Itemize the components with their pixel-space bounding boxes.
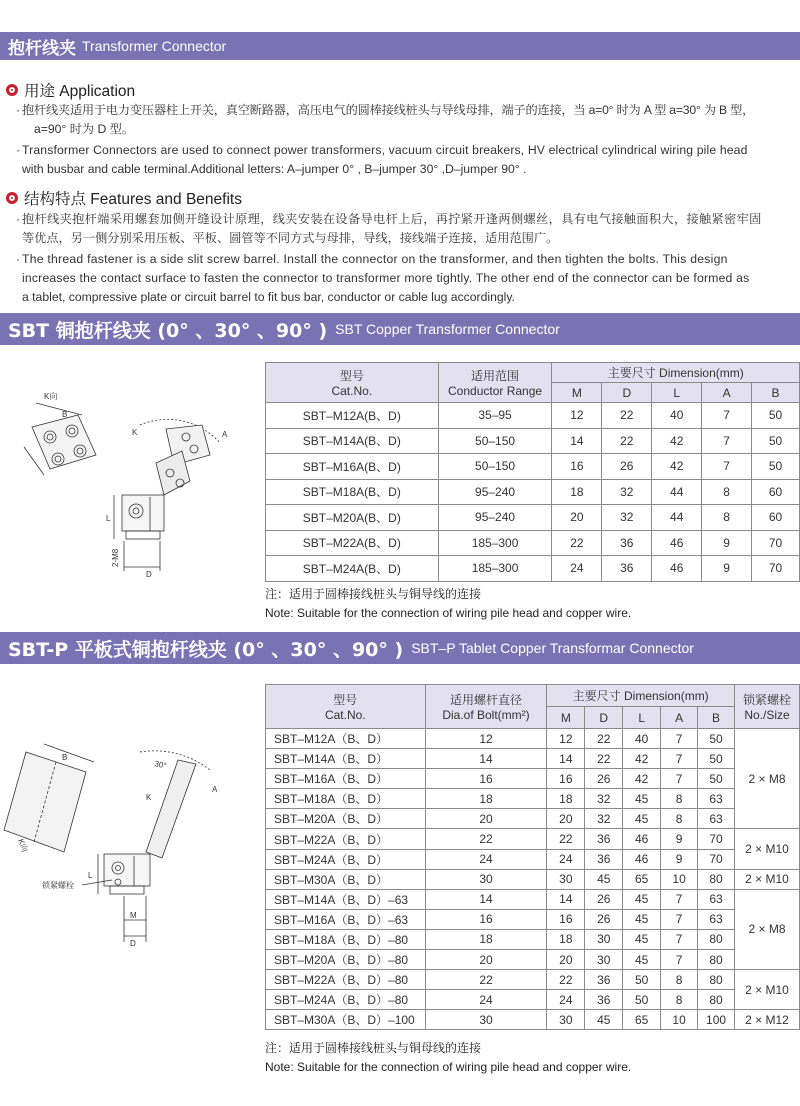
table-cell: 40	[623, 729, 661, 749]
table-cell: 8	[661, 970, 698, 990]
application-para-en: · Transformer Connectors are used to connect power transformers, vacuum circuit breakers, HV electrical cylindrical wiring pile head with busbar and cable terminal.Additional letters: A–jumper 0° , B–jumper 30° ,D–jumper 90° .	[22, 141, 794, 179]
header-en: No./Size	[744, 708, 790, 722]
header-en: Cat.No.	[324, 708, 366, 722]
table-cell: 24	[425, 990, 547, 1010]
table-cell: 35–95	[438, 403, 552, 429]
table-row	[266, 556, 800, 582]
table-cell: 42	[652, 428, 702, 454]
table-cell: 7	[661, 729, 698, 749]
table-cell: 63	[698, 909, 735, 929]
table-cell: 10	[661, 869, 698, 889]
table-cell: 14	[552, 428, 602, 454]
table-cell: 36	[585, 829, 623, 849]
table-cell: 63	[698, 789, 735, 809]
table-cell: 185–300	[438, 530, 552, 556]
table-cell: 24	[547, 849, 585, 869]
table-cell: 50	[698, 729, 735, 749]
sbtp-table	[265, 684, 800, 1030]
application-para-cn: · 抱杆线夹适用于电力变压器柱上开关，真空断路器，高压电气的圆棒接线桩头与导线母排，端子的连接，当 a=0° 时为 A 型 a=30° 为 B 型， a=90° 时为 D 型。	[22, 101, 794, 139]
col-header-dimension: 主要尺寸 Dimension(mm)	[547, 685, 735, 707]
table-cell: 9	[661, 849, 698, 869]
table-cell: 9	[702, 556, 752, 582]
table-cell: SBT–M12A(B、D)	[266, 403, 439, 429]
col-header-m: M	[552, 383, 602, 403]
application-title: 用途 Application	[24, 83, 136, 100]
header-cn: 锁紧螺栓	[742, 693, 791, 707]
table-cell: 80	[698, 990, 735, 1010]
table-cell: 12	[425, 729, 547, 749]
table-row	[266, 889, 800, 909]
table-cell: 7	[702, 428, 752, 454]
table-cell: 22	[602, 428, 652, 454]
table-cell: 8	[661, 990, 698, 1010]
table-cell: 18	[547, 929, 585, 949]
table-cell: 50	[752, 454, 800, 480]
table-cell: 65	[623, 1010, 661, 1030]
table-cell: 9	[661, 829, 698, 849]
table-cell: 22	[585, 749, 623, 769]
text-line: 抱杆线夹抱杆端采用螺套加侧开缝设计原理，线夹安装在设备导电杆上后，再拧紧开逢两侧螺丝，具有电气接触面积大，接触紧密牢固	[22, 212, 762, 226]
table-cell: 50	[698, 749, 735, 769]
bolt-size-cell: 2 × M12	[735, 1010, 800, 1030]
table-cell: 18	[425, 929, 547, 949]
diagram-label: D	[146, 570, 152, 579]
table-cell: 14	[547, 889, 585, 909]
table-cell: 80	[698, 970, 735, 990]
table-cell: 45	[623, 909, 661, 929]
table-row	[266, 769, 800, 789]
table-cell: 46	[623, 829, 661, 849]
header-cn: 适用范围	[471, 369, 520, 383]
table-cell: 30	[585, 950, 623, 970]
table-cell: 22	[547, 829, 585, 849]
diagram-label: A	[212, 785, 218, 794]
table-cell: 7	[661, 769, 698, 789]
table-cell: 100	[698, 1010, 735, 1030]
header-en: Cat.No.	[331, 384, 373, 398]
table-cell: 22	[425, 829, 547, 849]
table-cell: 60	[752, 505, 800, 531]
table-cell: 16	[547, 769, 585, 789]
table-row	[266, 950, 800, 970]
table-cell: 16	[425, 769, 547, 789]
table-cell: 12	[552, 403, 602, 429]
table-cell: 44	[652, 479, 702, 505]
text-line: 抱杆线夹适用于电力变压器柱上开关，真空断路器，高压电气的圆棒接线桩头与导线母排，端子的连接，当 a=0° 时为 A 型 a=30° 为 B 型，	[22, 103, 755, 117]
sbtp-connector-diagram	[0, 730, 250, 950]
table-cell: SBT–M16A（B、D）	[266, 769, 426, 789]
diagram-label: A	[222, 430, 228, 439]
table-cell: 70	[752, 530, 800, 556]
text-line: Transformer Connectors are used to connect power transformers, vacuum circuit breakers, HV electrical cylindrical wiring pile head	[22, 143, 748, 157]
note-cn: 注：适用于圆棒接线桩头与铜导线的连接	[265, 587, 482, 601]
table-cell: SBT–M24A（B、D）	[266, 849, 426, 869]
table-cell: 65	[623, 869, 661, 889]
features-title: 结构特点 Features and Benefits	[24, 191, 242, 208]
col-header-d: D	[602, 383, 652, 403]
col-header-d: D	[585, 707, 623, 729]
table-row	[266, 403, 800, 429]
diagram-label: L	[88, 871, 93, 880]
table-cell: 24	[552, 556, 602, 582]
table-cell: 14	[425, 889, 547, 909]
diagram-label: K向	[16, 837, 30, 854]
table-cell: 24	[547, 990, 585, 1010]
header-title-en: Transformer Connector	[82, 38, 227, 54]
table-cell: 8	[702, 479, 752, 505]
header-title-cn: 抱杆线夹	[8, 38, 76, 59]
table-cell: 18	[552, 479, 602, 505]
table-cell: 36	[602, 530, 652, 556]
col-header-model	[266, 363, 439, 403]
bolt-size-cell: 2 × M10	[735, 829, 800, 869]
table-cell: 45	[585, 869, 623, 889]
table-cell: 40	[652, 403, 702, 429]
diagram-label: K	[146, 793, 152, 802]
bolt-size-cell: 2 × M10	[735, 970, 800, 1010]
table-cell: 10	[661, 1010, 698, 1030]
table-cell: 22	[547, 970, 585, 990]
bolt-size-cell: 2 × M8	[735, 889, 800, 969]
table-cell: 32	[585, 809, 623, 829]
table-cell: 45	[585, 1010, 623, 1030]
table-cell: SBT–M16A（B、D）–63	[266, 909, 426, 929]
table-row	[266, 970, 800, 990]
header-cn: 适用螺杆直径	[449, 693, 522, 707]
table-cell: 46	[652, 556, 702, 582]
table-cell: 46	[652, 530, 702, 556]
sbt-connector-diagram	[10, 385, 250, 585]
table-cell: 7	[661, 889, 698, 909]
features-para-en: · The thread fastener is a side slit screw barrel. Install the connector on the transformer, and then tighten the bolts. This design increases the contact surface to fasten the connector to transformer more tightly. The other end of the connector can be formed as a tablet, compressive plate or circuit barrel to fit bus bar, conductor or cable lug accordingly.	[22, 250, 794, 307]
table-cell: 20	[425, 809, 547, 829]
application-heading	[6, 79, 135, 101]
col-header-b: B	[752, 383, 800, 403]
table-cell: 80	[698, 929, 735, 949]
table-row	[266, 530, 800, 556]
diagram-label: K	[132, 428, 138, 437]
bolt-size-cell: 2 × M10	[735, 869, 800, 889]
header-banner	[0, 32, 800, 60]
table-cell: 45	[623, 889, 661, 909]
table-cell: 70	[752, 556, 800, 582]
table-cell: 30	[585, 929, 623, 949]
table-cell: 42	[623, 769, 661, 789]
table-cell: SBT–M18A（B、D）–80	[266, 929, 426, 949]
table-row	[266, 869, 800, 889]
sbt-title-en: SBT Copper Transformer Connector	[335, 321, 560, 337]
table-cell: 20	[547, 809, 585, 829]
table-row	[266, 479, 800, 505]
table-cell: 12	[547, 729, 585, 749]
table-cell: 45	[623, 929, 661, 949]
note-cn: 注：适用于圆棒接线桩头与铜母线的连接	[265, 1041, 482, 1055]
sbt-title-cn: SBT 铜抱杆线夹 (0° 、30° 、90° )	[8, 319, 328, 342]
table-cell: 44	[652, 505, 702, 531]
table-cell: 42	[623, 749, 661, 769]
table-cell: 185–300	[438, 556, 552, 582]
table-cell: 7	[702, 454, 752, 480]
text-line: a=90° 时为 D 型。	[34, 122, 135, 136]
table-cell: 26	[585, 909, 623, 929]
sbtp-title-en: SBT–P Tablet Copper Transformar Connector	[411, 640, 694, 656]
table-cell: 36	[602, 556, 652, 582]
table-cell: 18	[547, 789, 585, 809]
table-row	[266, 428, 800, 454]
table-cell: 30	[425, 1010, 547, 1030]
col-header-dia	[425, 685, 547, 729]
table-row	[266, 990, 800, 1010]
table-row	[266, 505, 800, 531]
diagram-label: M	[130, 911, 137, 920]
sbtp-title-cn: SBT-P 平板式铜抱杆线夹 (0° 、30° 、90° )	[8, 638, 404, 661]
table-cell: 22	[602, 403, 652, 429]
table-cell: 36	[585, 970, 623, 990]
table-cell: 63	[698, 889, 735, 909]
table-cell: SBT–M18A(B、D)	[266, 479, 439, 505]
table-cell: 8	[702, 505, 752, 531]
table-cell: SBT–M20A（B、D）–80	[266, 950, 426, 970]
table-cell: 46	[623, 849, 661, 869]
table-cell: 50–150	[438, 454, 552, 480]
col-header-m: M	[547, 707, 585, 729]
table-row	[266, 729, 800, 749]
table-cell: 50	[623, 970, 661, 990]
table-cell: SBT–M14A（B、D）	[266, 749, 426, 769]
col-header-l: L	[652, 383, 702, 403]
sbtp-note	[265, 1039, 631, 1077]
col-header-a: A	[661, 707, 698, 729]
table-cell: 7	[702, 403, 752, 429]
table-row	[266, 849, 800, 869]
table-row	[266, 789, 800, 809]
text-line: The thread fastener is a side slit screw barrel. Install the connector on the transformer, and then tighten the bolts. This design	[22, 252, 728, 266]
col-header-b: B	[698, 707, 735, 729]
table-cell: 80	[698, 950, 735, 970]
diagram-label: 2-M8	[111, 548, 120, 567]
table-cell: 8	[661, 809, 698, 829]
table-cell: SBT–M22A（B、D）–80	[266, 970, 426, 990]
table-row	[266, 454, 800, 480]
table-cell: SBT–M30A（B、D）–100	[266, 1010, 426, 1030]
table-row	[266, 749, 800, 769]
table-cell: 26	[585, 889, 623, 909]
table-cell: SBT–M12A（B、D）	[266, 729, 426, 749]
table-cell: 95–240	[438, 479, 552, 505]
table-cell: SBT–M30A（B、D）	[266, 869, 426, 889]
header-en: Dia.of Bolt(mm²)	[442, 708, 530, 722]
col-header-dimension: 主要尺寸 Dimension(mm)	[552, 363, 800, 383]
header-en: Conductor Range	[448, 384, 543, 398]
features-heading	[6, 187, 242, 209]
text-line: increases the contact surface to fasten the connector to transformer more tightly. The other end of the connector can be formed as	[22, 271, 750, 285]
header-cn: 型号	[339, 369, 364, 383]
table-cell: 50	[623, 990, 661, 1010]
table-cell: SBT–M22A（B、D）	[266, 829, 426, 849]
table-cell: 8	[661, 789, 698, 809]
table-cell: SBT–M18A（B、D）	[266, 789, 426, 809]
table-row	[266, 829, 800, 849]
table-cell: 7	[661, 950, 698, 970]
table-cell: 45	[623, 789, 661, 809]
table-cell: 14	[425, 749, 547, 769]
table-cell: 36	[585, 990, 623, 1010]
table-cell: 50	[752, 428, 800, 454]
header-cn: 型号	[333, 693, 358, 707]
table-cell: 60	[752, 479, 800, 505]
table-cell: 30	[425, 869, 547, 889]
table-cell: 16	[547, 909, 585, 929]
table-cell: 20	[425, 950, 547, 970]
text-line: a tablet, compressive plate or circuit barrel to fit bus bar, conductor or cable lug accordingly.	[22, 290, 515, 304]
table-cell: SBT–M24A（B、D）–80	[266, 990, 426, 1010]
table-cell: 30	[547, 1010, 585, 1030]
table-cell: 20	[547, 950, 585, 970]
col-header-a: A	[702, 383, 752, 403]
bullet-icon	[6, 84, 18, 96]
table-cell: 50	[698, 769, 735, 789]
col-header-model	[266, 685, 426, 729]
table-cell: 95–240	[438, 505, 552, 531]
col-header-l: L	[623, 707, 661, 729]
table-cell: SBT–M22A(B、D)	[266, 530, 439, 556]
table-cell: 26	[602, 454, 652, 480]
sbt-banner	[0, 313, 800, 345]
table-cell: 7	[661, 749, 698, 769]
table-cell: 9	[702, 530, 752, 556]
table-row	[266, 909, 800, 929]
table-cell: 22	[585, 729, 623, 749]
diagram-label: D	[130, 939, 136, 948]
table-cell: 70	[698, 849, 735, 869]
table-cell: 22	[425, 970, 547, 990]
table-cell: 50	[752, 403, 800, 429]
table-cell: 16	[552, 454, 602, 480]
sbt-table	[265, 362, 800, 582]
table-cell: 45	[623, 809, 661, 829]
table-cell: 45	[623, 950, 661, 970]
table-cell: 32	[602, 505, 652, 531]
table-cell: SBT–M16A(B、D)	[266, 454, 439, 480]
col-header-range	[438, 363, 552, 403]
features-para-cn: · 抱杆线夹抱杆端采用螺套加侧开缝设计原理，线夹安装在设备导电杆上后，再拧紧开逢两侧螺丝，具有电气接触面积大，接触紧密牢固 等优点，另一侧分别采用压板、平板、圆管等不同方式与母排，导线，接线端子连接，适用范围广。	[22, 210, 794, 248]
table-cell: 32	[602, 479, 652, 505]
table-row	[266, 809, 800, 829]
bolt-size-cell: 2 × M8	[735, 729, 800, 829]
text-line: with busbar and cable terminal.Additional letters: A–jumper 0° , B–jumper 30° ,D–jumper 90° .	[22, 162, 527, 176]
table-cell: SBT–M14A(B、D)	[266, 428, 439, 454]
note-en: Note: Suitable for the connection of wiring pile head and copper wire.	[265, 606, 632, 620]
table-cell: 22	[552, 530, 602, 556]
table-cell: 42	[652, 454, 702, 480]
table-cell: 30	[547, 869, 585, 889]
table-cell: 26	[585, 769, 623, 789]
sbt-note	[265, 585, 631, 623]
diagram-label: K向	[44, 392, 58, 401]
table-cell: 7	[661, 909, 698, 929]
table-cell: 80	[698, 869, 735, 889]
table-cell: 20	[552, 505, 602, 531]
table-cell: SBT–M20A(B、D)	[266, 505, 439, 531]
diagram-label: B	[62, 410, 68, 419]
table-cell: SBT–M14A（B、D）–63	[266, 889, 426, 909]
diagram-label: B	[62, 753, 68, 762]
table-cell: 14	[547, 749, 585, 769]
table-row	[266, 1010, 800, 1030]
table-cell: 16	[425, 909, 547, 929]
table-cell: 7	[661, 929, 698, 949]
bullet-icon	[6, 192, 18, 204]
table-cell: 63	[698, 809, 735, 829]
table-cell: 50–150	[438, 428, 552, 454]
table-cell: 18	[425, 789, 547, 809]
diagram-label: 锁紧螺栓	[42, 881, 74, 890]
table-cell: 32	[585, 789, 623, 809]
col-header-bolt	[735, 685, 800, 729]
table-cell: 70	[698, 829, 735, 849]
table-cell: 36	[585, 849, 623, 869]
text-line: 等优点，另一侧分别采用压板、平板、圆管等不同方式与母排，导线，接线端子连接，适用范围广。	[22, 231, 559, 245]
table-cell: SBT–M20A（B、D）	[266, 809, 426, 829]
diagram-label: L	[106, 514, 111, 523]
sbtp-banner	[0, 632, 800, 664]
table-row	[266, 929, 800, 949]
table-cell: 24	[425, 849, 547, 869]
table-cell: SBT–M24A(B、D)	[266, 556, 439, 582]
diagram-label: 30°	[153, 759, 168, 771]
note-en: Note: Suitable for the connection of wiring pile head and copper wire.	[265, 1060, 632, 1074]
